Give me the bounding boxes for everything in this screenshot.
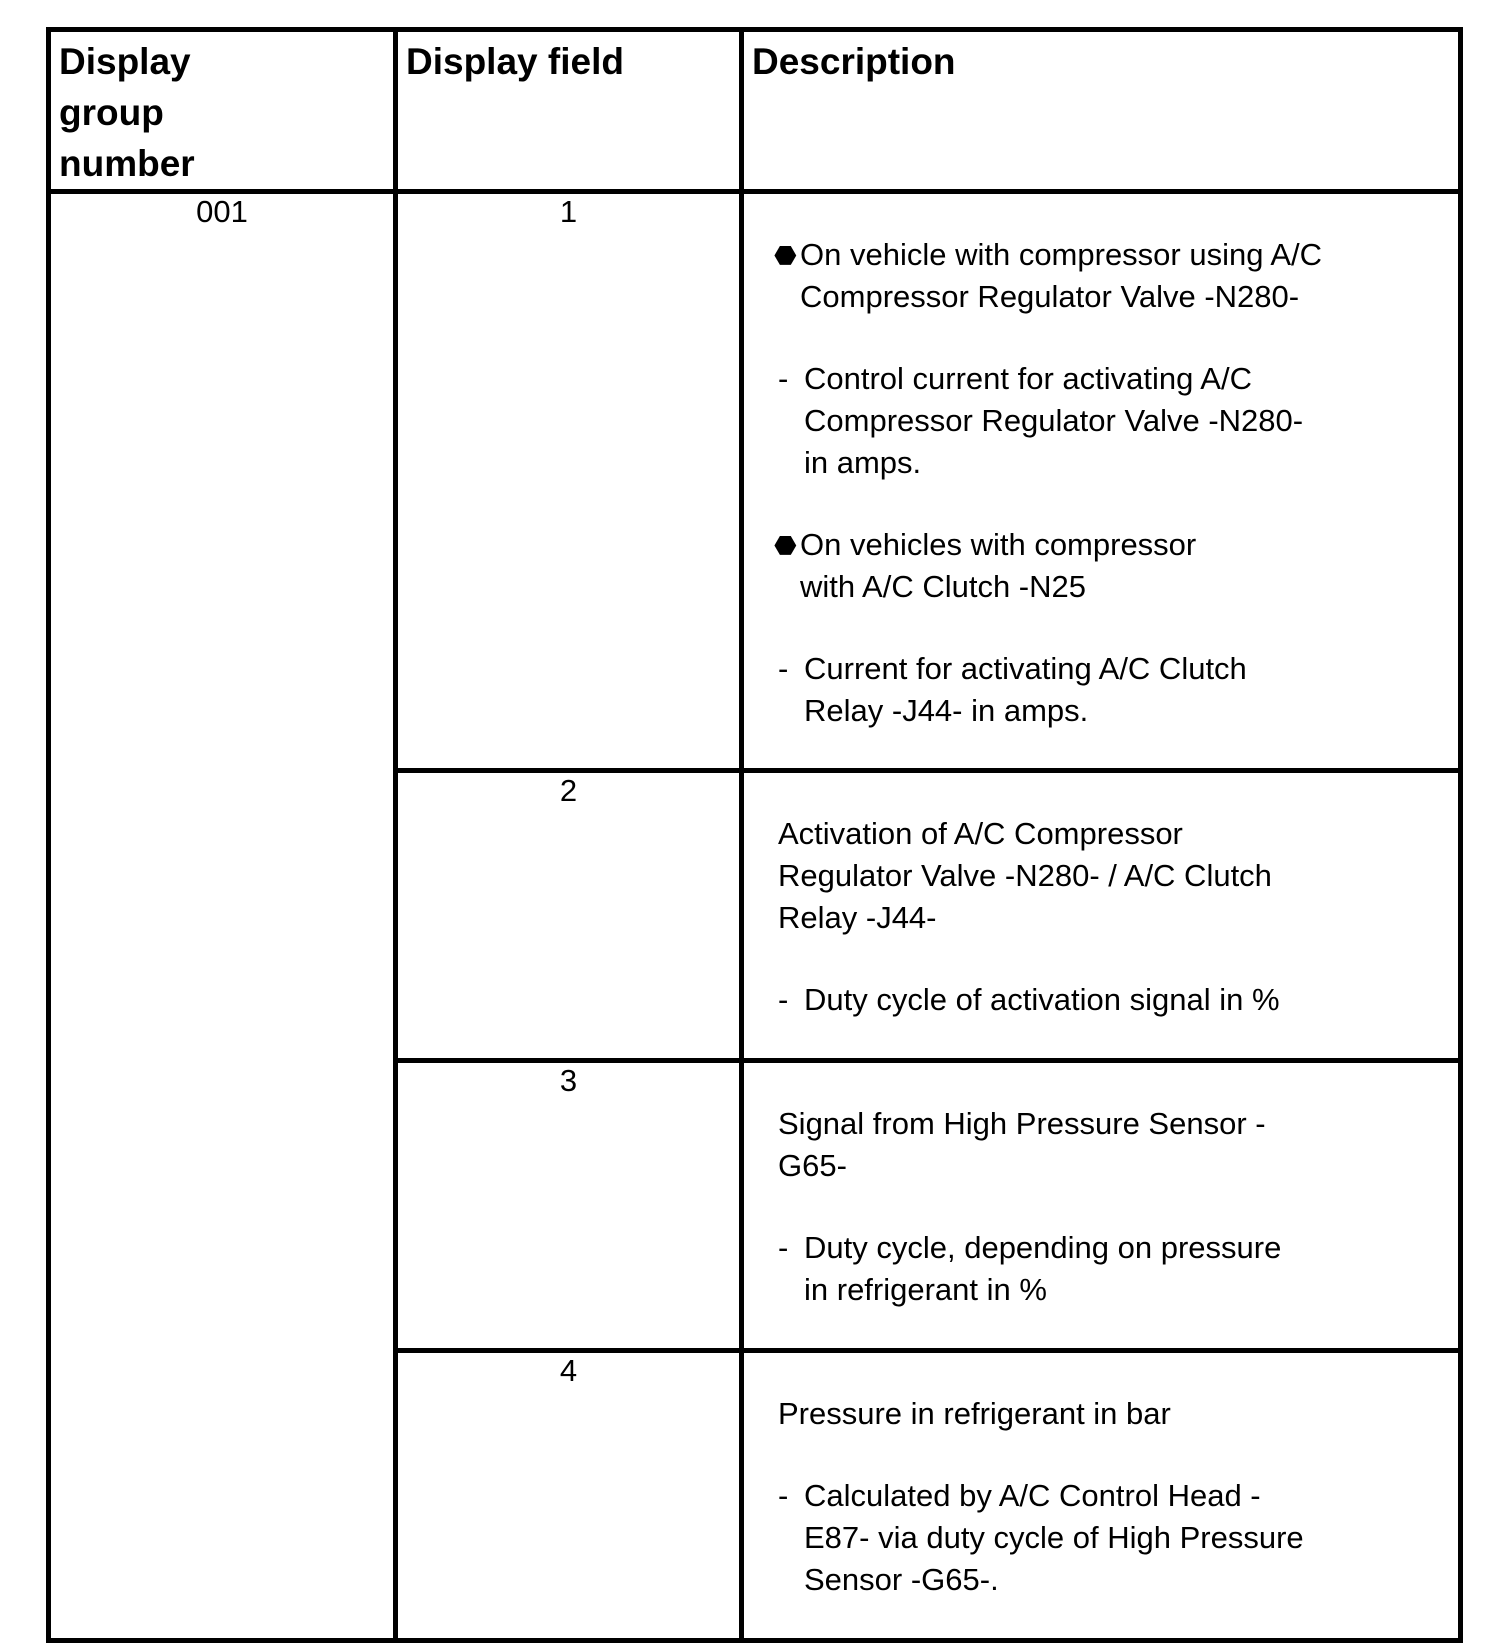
description-cell <box>742 771 1461 1061</box>
header-display-field <box>396 30 742 192</box>
description-dash-item <box>774 648 1278 732</box>
header-description <box>742 30 1461 192</box>
description-dash-item <box>774 358 1334 484</box>
description-bullet <box>774 234 1334 318</box>
header-group-label: Display group number <box>59 41 195 184</box>
bullet-icon: ⬣ <box>774 530 797 560</box>
group-number-cell: 001 <box>49 192 396 1641</box>
description-bullet <box>774 524 1204 608</box>
header-description-label: Description <box>752 41 956 82</box>
description-cell <box>742 192 1461 771</box>
display-field-cell: 3 <box>396 1061 742 1351</box>
dash-icon: - <box>778 1230 789 1265</box>
dash-icon: - <box>778 1478 789 1513</box>
dash-icon: - <box>778 651 789 686</box>
dash-icon: - <box>778 982 789 1017</box>
description-text: Activation of A/C Compressor Regulator Valve -N280- / A/C Clutch Relay -J44- <box>778 816 1272 935</box>
description-cell <box>742 1351 1461 1641</box>
dash-icon: - <box>778 361 789 396</box>
bullet-icon: ⬣ <box>774 240 797 270</box>
description-cell <box>742 1061 1461 1351</box>
description-text: Duty cycle, depending on pressure in refrigerant in % <box>804 1230 1282 1307</box>
table-header-row <box>49 30 1461 192</box>
description-text: Pressure in refrigerant in bar <box>778 1396 1171 1431</box>
description-text: On vehicles with compressor with A/C Clutch -N25 <box>800 527 1197 604</box>
description-dash-item <box>778 1227 1308 1311</box>
description-text: Calculated by A/C Control Head - E87- via duty cycle of High Pressure Sensor -G65-. <box>804 1478 1304 1597</box>
description-text: Signal from High Pressure Sensor - G65- <box>778 1106 1266 1183</box>
header-display-group-number <box>49 30 396 192</box>
table-row <box>49 192 1461 771</box>
header-field-label: Display field <box>406 41 624 82</box>
display-group-table <box>46 27 1463 1643</box>
display-field-cell: 2 <box>396 771 742 1061</box>
display-field-cell: 4 <box>396 1351 742 1641</box>
description-text: On vehicle with compressor using A/C Compressor Regulator Valve -N280- <box>800 237 1323 314</box>
description-dash-item <box>778 979 1308 1021</box>
description-text: Current for activating A/C Clutch Relay -J44- in amps. <box>804 651 1247 728</box>
description-text: Duty cycle of activation signal in % <box>804 982 1280 1017</box>
description-dash-item <box>778 1475 1308 1601</box>
display-field-cell: 1 <box>396 192 742 771</box>
description-text: Control current for activating A/C Compressor Regulator Valve -N280- in amps. <box>804 361 1304 480</box>
